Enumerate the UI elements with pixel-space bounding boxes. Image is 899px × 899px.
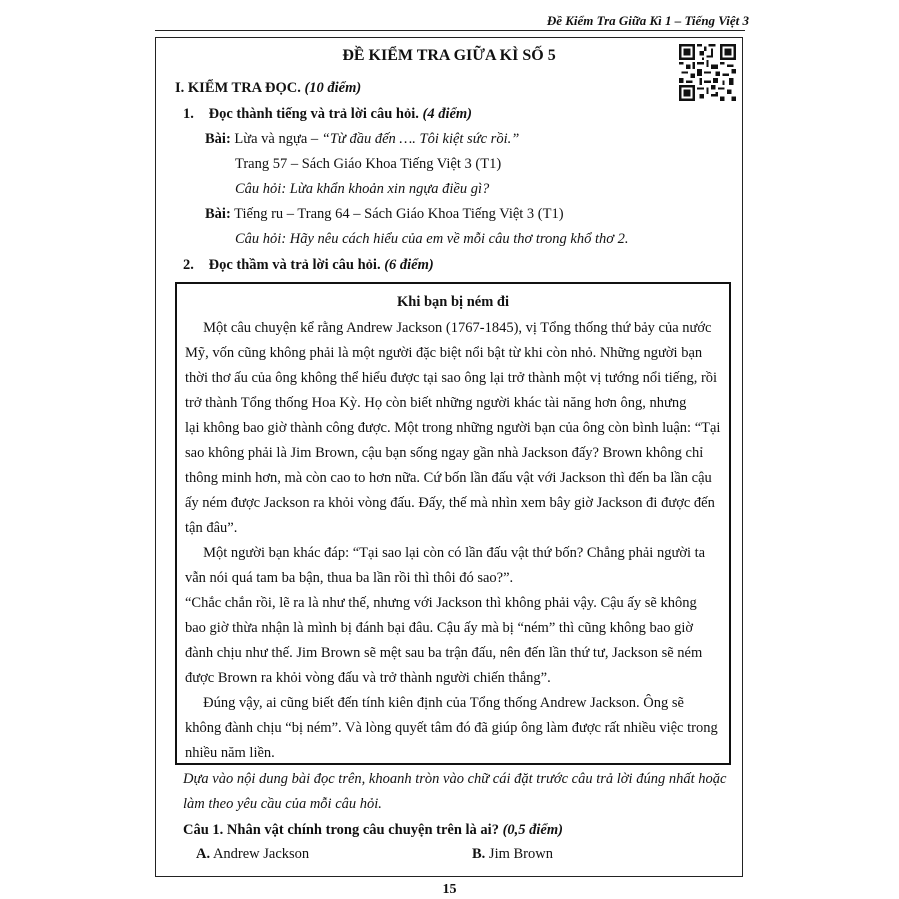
passage-line: được Brown ra khỏi vòng đấu và trở thành người chiến thắng”. — [185, 670, 551, 686]
bai2-question: Câu hỏi: Hãy nêu cách hiểu của em về mỗi câu thơ trong khổ thơ 2. — [235, 231, 629, 247]
section-heading — [175, 80, 361, 97]
bai1-page: Trang 57 – Sách Giáo Khoa Tiếng Việt 3 (T1) — [235, 156, 502, 172]
q1-heading — [183, 106, 472, 123]
passage-line: đành chịu như thế. Jim Brown sẽ mệt sau ba trận đấu, nên đến lần thứ tư, Jackson sẽ ném — [185, 645, 703, 661]
section-points: (10 điểm) — [304, 80, 362, 96]
passage-line: nhiều năm liền. — [185, 745, 275, 761]
passage-line: thời thơ ấu của ông không thể hiểu được tại sao ông lại trở thành một vị tướng nổi tiếng, rồi — [185, 370, 718, 386]
running-header: Đề Kiểm Tra Giữa Kì 1 – Tiếng Việt 3 — [546, 13, 749, 28]
cau1-heading — [183, 822, 563, 839]
q2-number: 2. — [183, 257, 194, 273]
passage-line: Mỹ, vốn cũng không phải là một người đặc biệt nổi bật từ khi còn nhỏ. Những người bạn — [185, 345, 703, 361]
passage-line: “Chắc chắn rồi, lẽ ra là như thế, nhưng với Jackson thì không phải vậy. Cậu ấy sẽ không — [185, 595, 697, 611]
option-b[interactable] — [472, 846, 553, 863]
option-letter: A. — [196, 846, 211, 862]
bai1-question: Câu hỏi: Lừa khẩn khoản xin ngựa điều gì? — [235, 181, 490, 197]
bai1-line — [205, 131, 519, 148]
page-number: 15 — [442, 882, 457, 897]
passage-line: trở thành Tổng thống Hoa Kỳ. Họ còn biết những người khác tài năng hơn ông, nhưng — [185, 395, 687, 411]
passage-title: Khi bạn bị ném đi — [396, 294, 509, 310]
passage-line: ấy ném được Jackson ra khỏi vòng đấu. Đấy, thế mà nhìn xem bây giờ Jackson đi được đến — [185, 495, 715, 511]
page-title: ĐỀ KIỂM TRA GIỮA KÌ SỐ 5 — [342, 47, 556, 64]
section-label: I. KIỂM TRA ĐỌC. — [175, 80, 301, 96]
passage-line: thông minh hơn, mà còn cao to hơn nữa. Cứ bốn lần đấu vật với Jackson thì đến ba lần cậu — [185, 470, 712, 486]
q1-number: 1. — [183, 106, 194, 122]
header-rule — [155, 30, 745, 31]
option-text: Jim Brown — [488, 846, 553, 862]
q2-label: Đọc thầm và trả lời câu hỏi. — [208, 257, 381, 273]
bai1-label: Bài: — [205, 131, 231, 147]
passage-line: Một câu chuyện kể rằng Andrew Jackson (1767-1845), vị Tổng thống thứ bảy của nước — [185, 320, 712, 336]
instruction-line: Dựa vào nội dung bài đọc trên, khoanh tròn vào chữ cái đặt trước câu trả lời đúng nhất hoặc — [183, 771, 727, 787]
q1-points: (4 điểm) — [422, 106, 473, 122]
cau1-points: (0,5 điểm) — [502, 822, 563, 838]
bai2-line — [205, 206, 564, 223]
passage-line: vẫn nói quá tam ba bận, thua ba lần rồi thì thôi đó sao?”. — [185, 570, 514, 586]
option-a[interactable] — [196, 846, 309, 863]
reading-passage-box — [175, 282, 731, 765]
bai1-excerpt: “Từ đầu đến …. Tôi kiệt sức rồi.” — [321, 131, 520, 147]
cau1-label: Câu 1. Nhân vật chính trong câu chuyện trên là ai? — [183, 822, 499, 838]
passage-line: lại không bao giờ thành công được. Một trong những người bạn của ông còn bình luận: “Tại — [185, 420, 721, 436]
q2-heading — [183, 257, 434, 274]
instruction-line: làm theo yêu cầu của mỗi câu hỏi. — [183, 796, 382, 812]
q1-label: Đọc thành tiếng và trả lời câu hỏi. — [208, 106, 419, 122]
option-text: Andrew Jackson — [212, 846, 310, 862]
option-letter: B. — [472, 846, 486, 862]
passage-line: tận đâu”. — [185, 520, 238, 536]
bai1-text: Lừa và ngựa – — [234, 131, 319, 147]
passage-line: không đành chịu “bị ném”. Và lòng quyết tâm đó đã giúp ông làm được rất nhiều việc trong — [185, 720, 718, 736]
passage-line: Một người bạn khác đáp: “Tại sao lại còn có lần đấu vật thứ bốn? Chẳng phải người ta — [185, 545, 706, 561]
passage-line: Đúng vậy, ai cũng biết đến tính kiên định của Tổng thống Andrew Jackson. Ông sẽ — [185, 695, 684, 711]
q2-points: (6 điểm) — [384, 257, 434, 273]
passage-line: bao giờ thừa nhận là mình bị đánh bại đâu. Cậu ấy mà bị “ném” thì cũng không bao giờ — [185, 620, 694, 636]
bai2-label: Bài: — [205, 206, 231, 222]
bai2-text: Tiếng ru – Trang 64 – Sách Giáo Khoa Tiếng Việt 3 (T1) — [234, 206, 564, 222]
passage-line: sao không phải là Jim Brown, cậu bạn sống ngay gần nhà Jackson đấy? Brown không chỉ — [185, 445, 704, 461]
